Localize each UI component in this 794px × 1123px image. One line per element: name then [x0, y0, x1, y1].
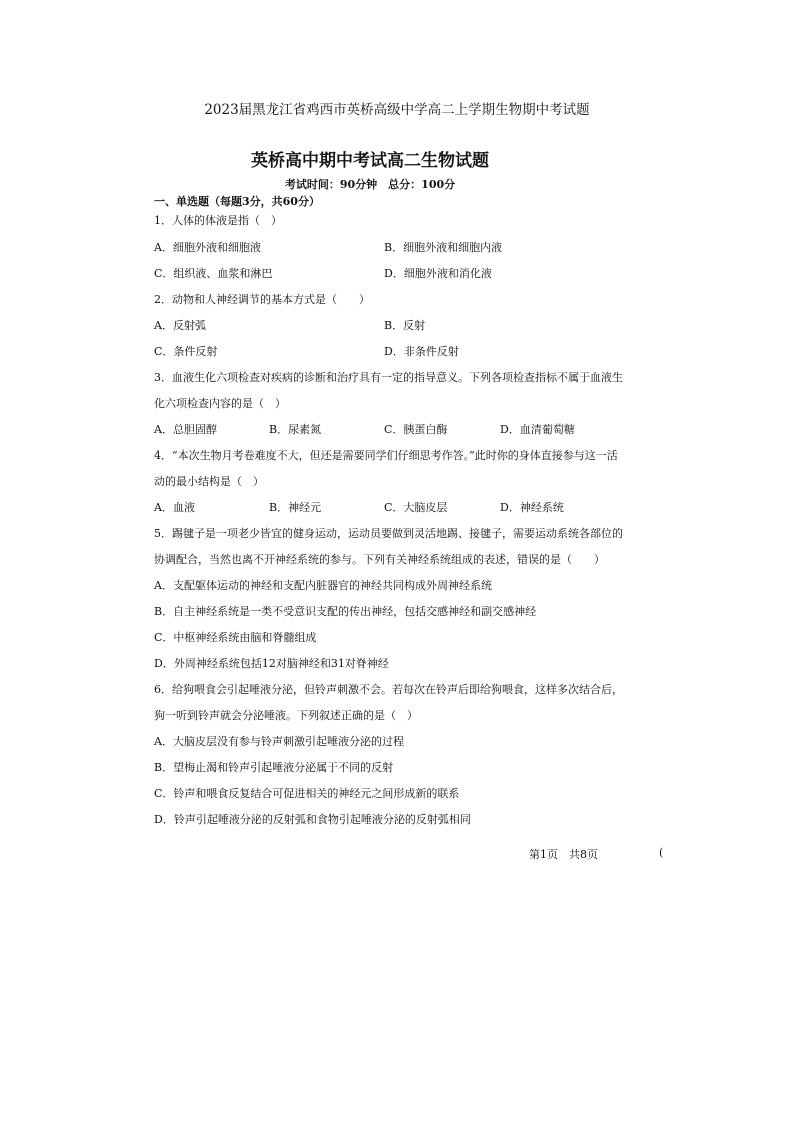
- question-5-stem-line-1: 5．踢毽子是一项老少皆宜的健身运动，运动员要做到灵活地踢、接毽子，需要运动系统各部位的: [154, 527, 623, 540]
- question-5-stem-line-2: 协调配合，当然也离不开神经系统的参与。下列有关神经系统组成的表述，错误的是（ ）: [154, 553, 605, 566]
- question-3-option-d: D．血清葡萄糖: [500, 423, 575, 436]
- question-5-option-a: A．支配躯体运动的神经和支配内脏器官的神经共同构成外周神经系统: [154, 579, 492, 592]
- question-1-option-b: B．细胞外液和细胞内液: [384, 241, 503, 254]
- question-6-option-d: D．铃声引起唾液分泌的反射弧和食物引起唾液分泌的反射弧相同: [154, 813, 471, 826]
- question-2-option-c: C．条件反射: [154, 345, 218, 358]
- question-2-option-b: B．反射: [384, 319, 426, 332]
- question-1-option-d: D．细胞外液和消化液: [384, 267, 492, 280]
- question-4-option-b: B．神经元: [269, 501, 322, 514]
- question-2-option-d: D．非条件反射: [384, 345, 459, 358]
- question-2-option-a: A．反射弧: [154, 319, 206, 332]
- question-1-stem: 1．人体的体液是指（ ）: [154, 214, 282, 227]
- question-1-option-c: C．组织液、血浆和淋巴: [154, 267, 273, 280]
- question-3-option-b: B．尿素氮: [269, 423, 322, 436]
- document-header: 2023届黑龙江省鸡西市英桥高级中学高二上学期生物期中考试题: [204, 102, 590, 118]
- question-6-stem-line-2: 狗一听到铃声就会分泌唾液。下列叙述正确的是（ ）: [154, 709, 418, 722]
- question-1-option-a: A．细胞外液和细胞液: [154, 241, 261, 254]
- question-3-option-a: A．总胆固醇: [154, 423, 217, 436]
- exam-title: 英桥高中期中考试高二生物试题: [251, 151, 489, 171]
- question-5-option-c: C．中枢神经系统由脑和脊髓组成: [154, 631, 317, 644]
- question-3-stem-line-1: 3．血液生化六项检查对疾病的诊断和治疗具有一定的指导意义。下列各项检查指标不属于血液生: [154, 371, 623, 384]
- question-6-option-b: B．望梅止渴和铃声引起唾液分泌属于不同的反射: [154, 761, 394, 774]
- question-4-stem-line-1: 4．“本次生物月考卷难度不大，但还是需要同学们仔细思考作答。”此时你的身体直接参与这一活: [154, 449, 618, 462]
- section-heading: 一、单选题（每题3分，共60分）: [154, 195, 320, 208]
- page-number-footer: 第1页 共8页: [529, 848, 598, 861]
- question-6-option-c: C．铃声和喂食反复结合可促进相关的神经元之间形成新的联系: [154, 787, 460, 800]
- question-6-option-a: A．大脑皮层没有参与铃声刺激引起唾液分泌的过程: [154, 735, 404, 748]
- question-4-stem-line-2: 动的最小结构是（ ）: [154, 475, 264, 488]
- exam-subtitle: 考试时间：90分钟 总分：100分: [284, 178, 456, 191]
- question-4-option-a: A．血液: [154, 501, 195, 514]
- question-2-stem: 2．动物和人神经调节的基本方式是（ ）: [154, 293, 370, 306]
- question-3-option-c: C．胰蛋白酶: [384, 423, 448, 436]
- question-4-option-d: D．神经系统: [500, 501, 564, 514]
- question-5-option-d: D．外周神经系统包括12对脑神经和31对脊神经: [154, 657, 389, 670]
- question-5-option-b: B．自主神经系统是一类不受意识支配的传出神经，包括交感神经和副交感神经: [154, 605, 537, 618]
- question-3-stem-line-2: 化六项检查内容的是（ ）: [154, 397, 286, 410]
- question-4-option-c: C．大脑皮层: [384, 501, 448, 514]
- edge-mark: (: [659, 846, 664, 859]
- question-6-stem-line-1: 6．给狗喂食会引起唾液分泌，但铃声刺激不会。若每次在铃声后即给狗喂食，这样多次结合后，: [154, 683, 623, 696]
